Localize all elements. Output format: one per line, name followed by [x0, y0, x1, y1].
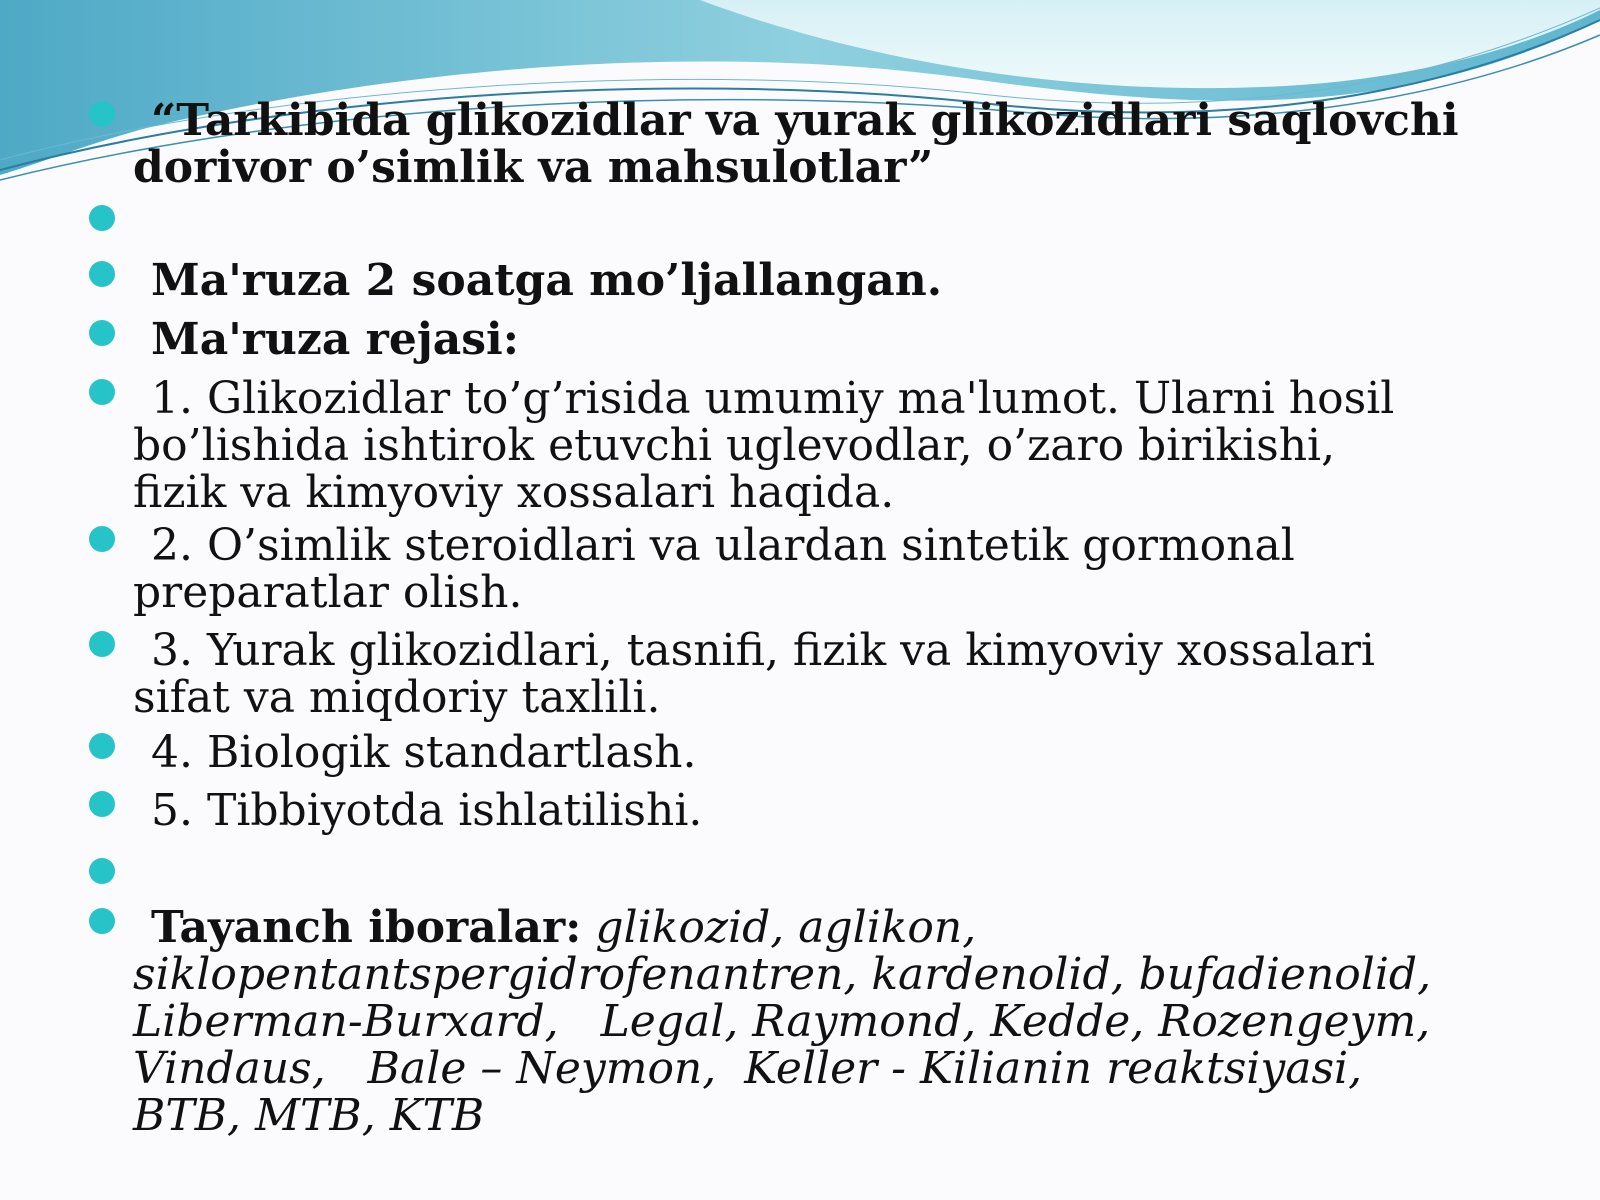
keywords-paragraph — [133, 904, 1583, 1139]
bullet-dot-icon — [89, 733, 115, 759]
bullet-dot-icon — [89, 379, 115, 405]
plan-item-text: 1. Glikozidlar to’g’risida umumiy ma'lumot. Ularni hosil bo’lishida ishtirok etuvchi uglevodlar, o’zaro birikishi, fizik va kimyoviy xossalari haqida. — [133, 373, 1395, 518]
bullet-dot-icon — [89, 205, 115, 231]
plan-item-text: 4. Biologik standartlash. — [151, 727, 697, 778]
bullet-dot-icon — [89, 526, 115, 552]
bullet-dot-icon — [89, 101, 115, 127]
plan-heading: Ma'ruza rejasi: — [151, 314, 520, 365]
keywords-label: Tayanch iboralar: — [151, 902, 582, 953]
plan-item-text: 5. Tibbiyotda ishlatilishi. — [151, 785, 703, 836]
keywords-list: glikozid, aglikon, siklopentantspergidrofenantren, kardenolid, bufadienolid, Liberman-Burxard, Legal, Raymond, Kedde, Rozengeym, Vindaus, Bale – Neymon, Keller - Kilianin reaktsiyasi, BTB, MTB, KTB — [133, 902, 1432, 1141]
plan-item-text: 3. Yurak glikozidlari, tasnifi, fizik va kimyoviy xossalari sifat va miqdoriy taxlili. — [133, 625, 1375, 723]
bullet-dot-icon — [89, 791, 115, 817]
bullet-dot-icon — [89, 320, 115, 346]
bullet-dot-icon — [89, 858, 115, 884]
bullet-dot-icon — [89, 631, 115, 657]
bullet-dot-icon — [89, 261, 115, 287]
lecture-hours: Ma'ruza 2 soatga mo’ljallangan. — [151, 255, 943, 306]
bullet-dot-icon — [89, 908, 115, 934]
plan-item-text: 2. O’simlik steroidlari va ulardan sintetik gormonal preparatlar olish. — [133, 520, 1295, 618]
slide-title: “Tarkibida glikozidlar va yurak glikozidlari saqlovchi dorivor o’simlik va mahsulotlar” — [133, 95, 1459, 193]
